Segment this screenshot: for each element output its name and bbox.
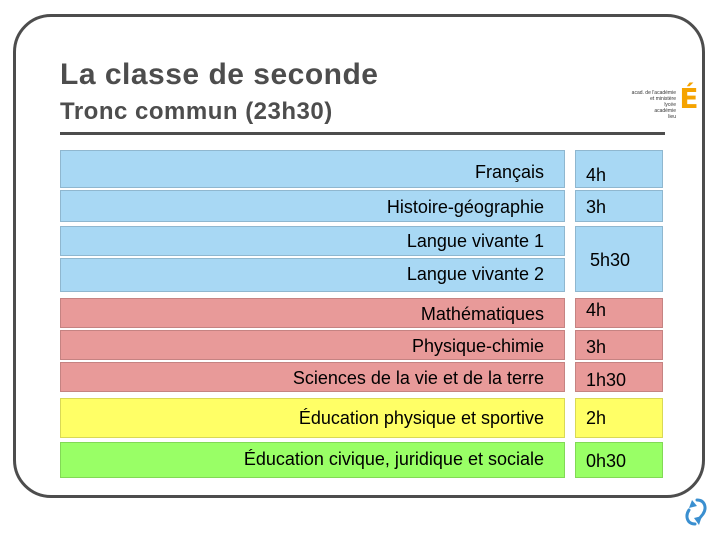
hours-svt: 1h30: [586, 370, 627, 390]
label-maths: Mathématiques: [420, 304, 544, 324]
label-eps: Éducation physique et sportive: [298, 408, 544, 428]
hours-physique: 3h: [586, 337, 607, 357]
label-lv1: Langue vivante 1: [406, 231, 544, 251]
hours-francais: 4h: [586, 165, 607, 185]
label-histoire: Histoire-géographie: [386, 197, 544, 217]
slide-subtitle: Tronc commun (23h30): [60, 98, 333, 125]
hours-maths: 4h: [586, 300, 607, 320]
slide-title: La classe de seconde: [60, 58, 379, 91]
hours-histoire: 3h: [586, 197, 607, 217]
hours-ecjs: 0h30: [586, 451, 627, 471]
label-physique: Physique-chimie: [411, 336, 544, 356]
return-button[interactable]: [683, 498, 709, 528]
hours-lv: 5h30: [590, 250, 631, 270]
academy-logo: [630, 84, 700, 130]
label-francais: Français: [474, 162, 544, 182]
return-arrow-icon: [683, 498, 709, 528]
title-divider: [60, 132, 665, 135]
logo-text: acad. de l'académie et ministère lycée académie lieu: [631, 90, 676, 120]
label-ecjs: Éducation civique, juridique et sociale: [243, 449, 544, 469]
label-lv2: Langue vivante 2: [406, 264, 544, 284]
label-svt: Sciences de la vie et de la terre: [292, 368, 544, 388]
logo-e-icon: É: [679, 82, 699, 115]
hours-eps: 2h: [586, 408, 607, 428]
